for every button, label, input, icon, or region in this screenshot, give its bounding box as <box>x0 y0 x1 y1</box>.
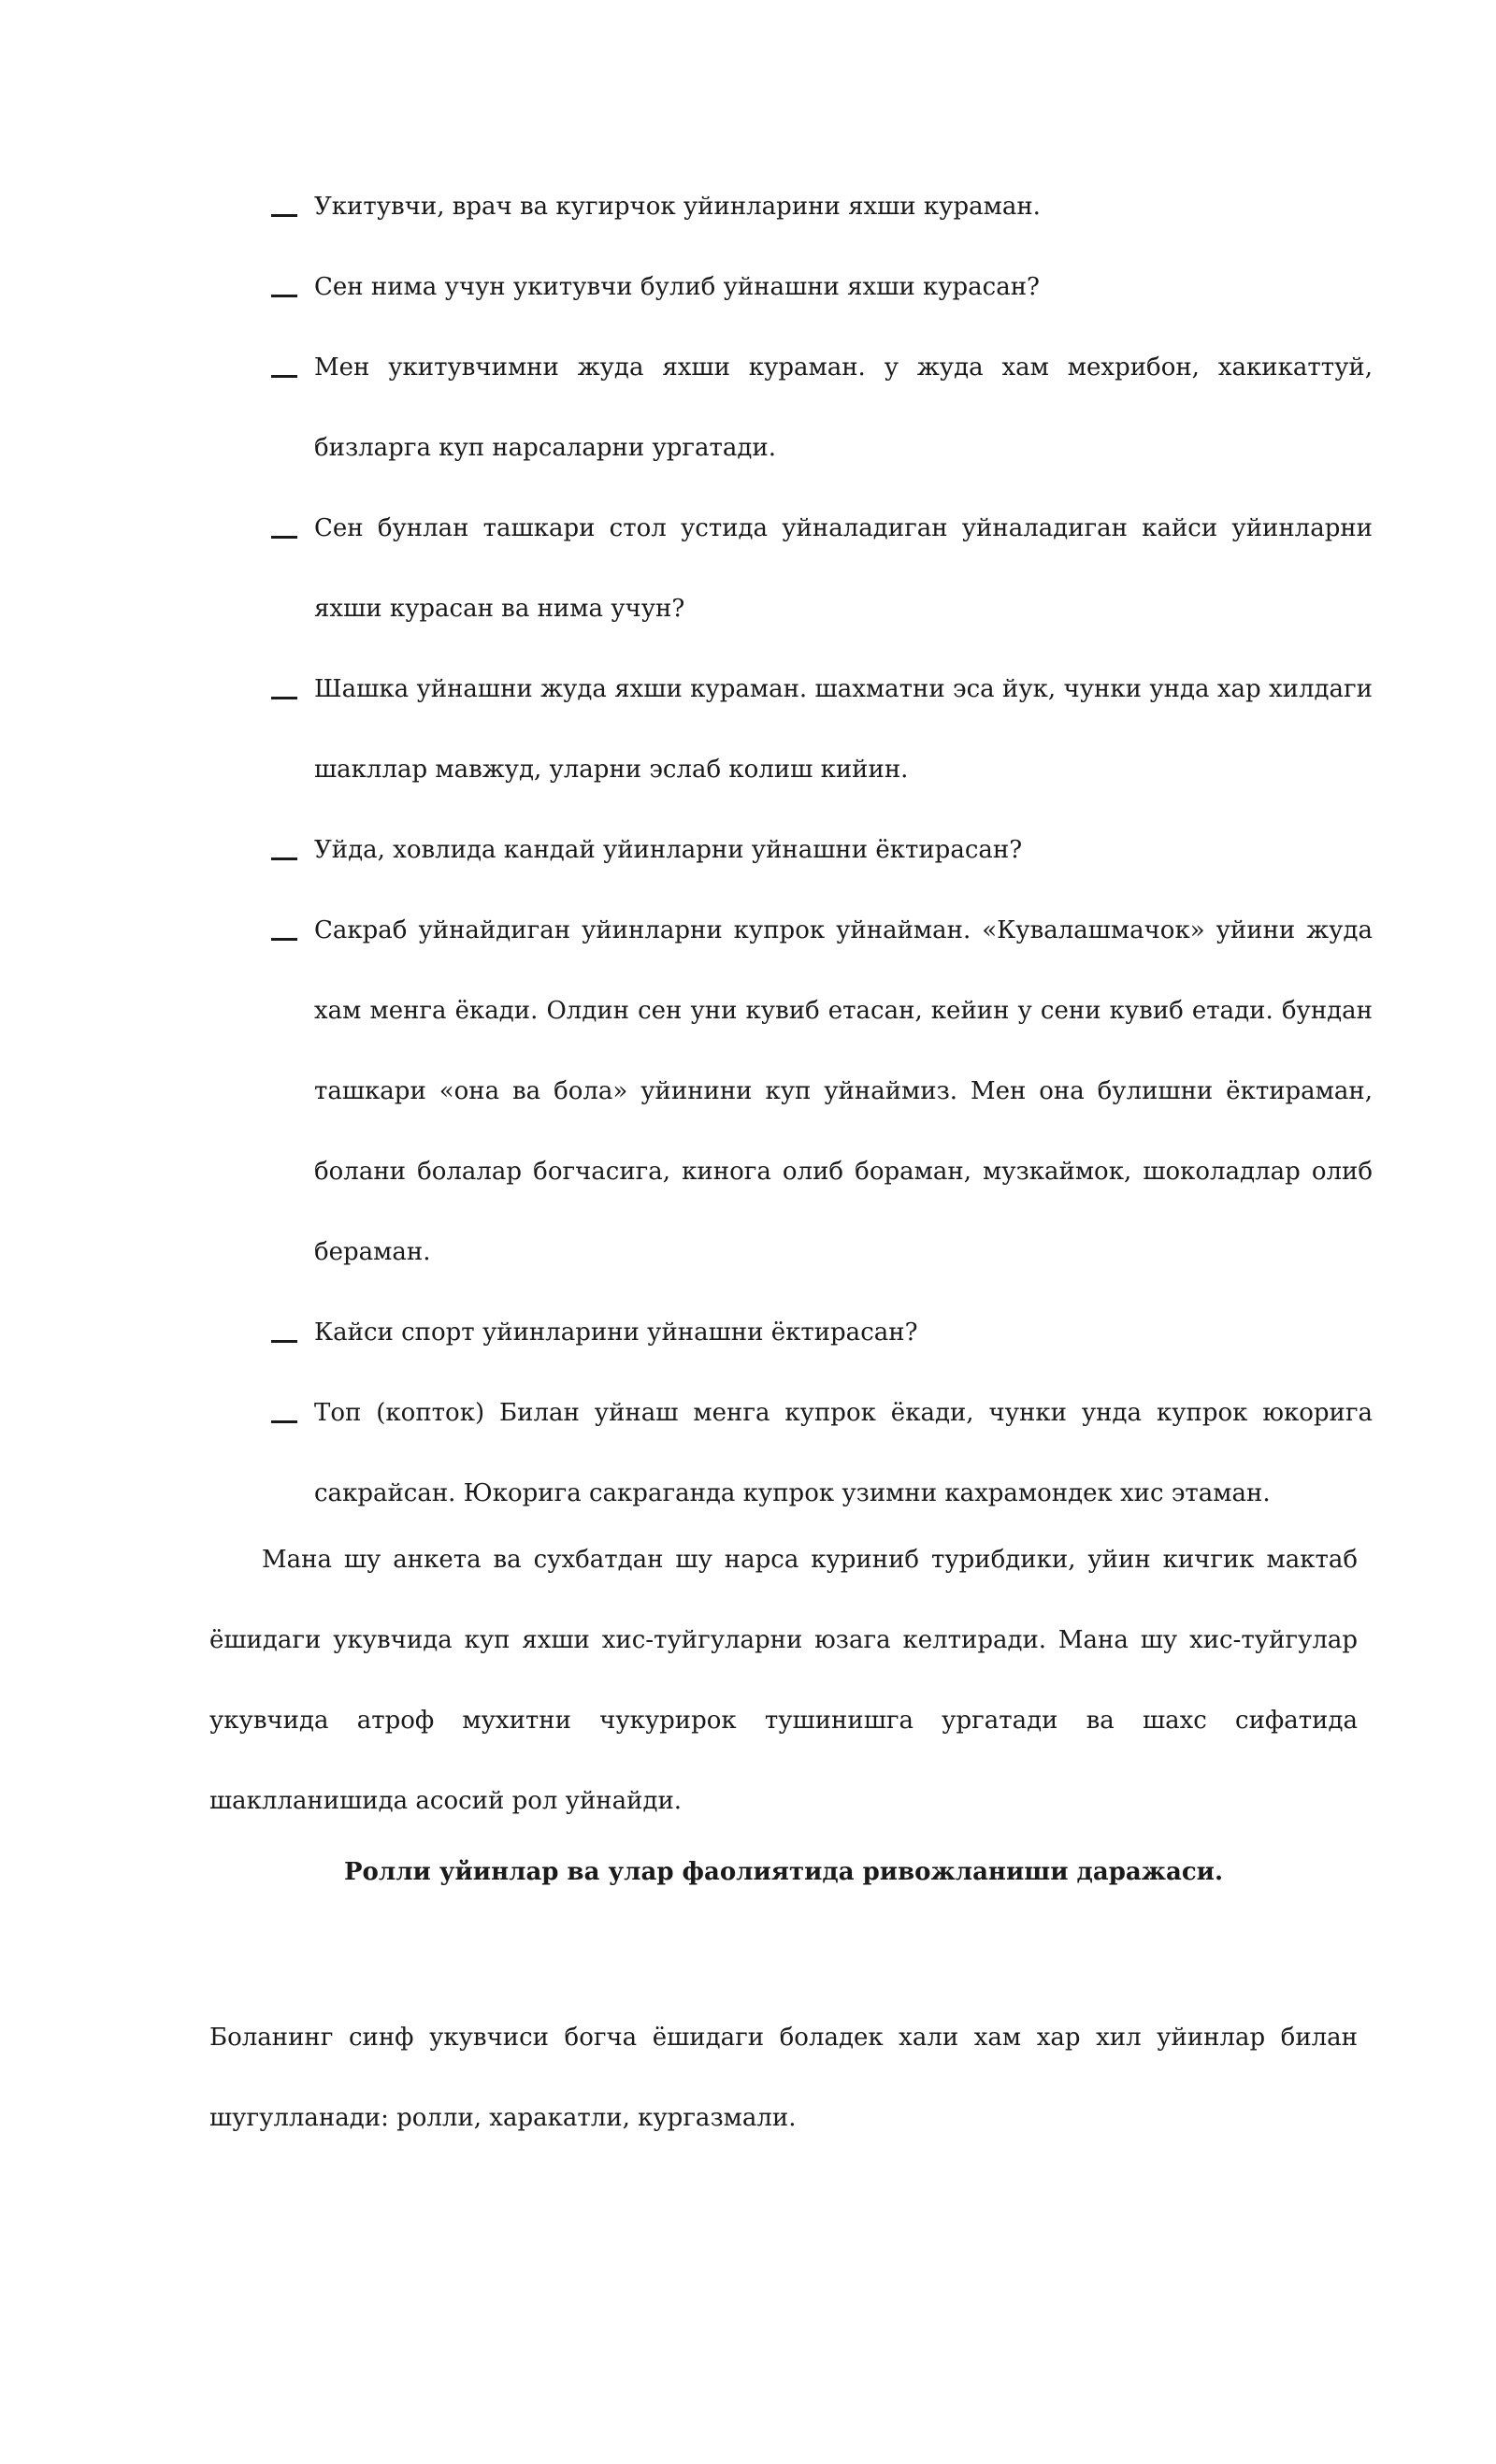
dialogue-line <box>0 327 1496 488</box>
dialogue-line <box>0 166 1496 247</box>
dialogue-line <box>0 810 1496 890</box>
conclusion-paragraph: Мана шу анкета ва сухбатдан шу нарса куриниб турибдики, уйин кичгик мактаб ёшидаги укувчида куп яхши хис-туйгуларни юзага келтиради. Мана шу хис-туйгулар укувчида атроф мухитни чукурирок тушинишга ургатади ва шахс сифатида шаклланишида асосий рол уйнайди. <box>209 1546 1358 1815</box>
dash-marker <box>271 536 297 539</box>
section-heading: Ролли уйинлар ва улар фаолиятида ривожланиши даражаси. <box>343 1858 1223 1886</box>
dialogue-line <box>0 649 1496 810</box>
dash-marker <box>271 697 297 699</box>
dash-marker <box>271 938 297 941</box>
dialogue-text: Сакраб уйнайдиган уйинларни купрок уйнайман. «Кувалашмачок» уйини жуда хам менга ёкади. Олдин сен уни кувиб етасан, кейин у сени кувиб етади. бундан ташкари «она ва бола» уйинини куп уйнаймиз. Мен она булишни ёктираман, болани болалар богчасига, кинога олиб бораман, музкаймок, шоколадлар олиб бераман. <box>314 916 1373 1266</box>
dialogue-list <box>0 166 1496 1534</box>
dash-marker <box>271 857 297 860</box>
dash-marker <box>271 214 297 217</box>
dialogue-line <box>0 247 1496 327</box>
dialogue-line <box>0 488 1496 649</box>
dash-marker <box>271 1340 297 1343</box>
dash-marker <box>271 375 297 378</box>
dialogue-text: Топ (копток) Билан уйнаш менга купрок ёкади, чунки унда купрок юкорига сакрайсан. Юкорига сакраганда купрок узимни кахрамондек хис этаман. <box>314 1399 1373 1507</box>
dialogue-text: Сен нима учун укитувчи булиб уйнашни яхши курасан? <box>314 273 1041 301</box>
dialogue-text: Шашка уйнашни жуда яхши кураман. шахматни эса йук, чунки унда хар хилдаги шакллар мавжуд, уларни эслаб колиш кийин. <box>314 675 1373 784</box>
dialogue-line <box>0 1292 1496 1373</box>
dash-marker <box>271 295 297 297</box>
dash-marker <box>271 1420 297 1423</box>
dialogue-text: Уйда, ховлида кандай уйинларни уйнашни ёктирасан? <box>314 836 1023 864</box>
dialogue-line <box>0 1373 1496 1534</box>
dialogue-text: Сен бунлан ташкари стол устида уйналадиган уйналадиган кайси уйинларни яхши курасан ва нима учун? <box>314 514 1373 623</box>
dialogue-text: Мен укитувчимни жуда яхши кураман. у жуда хам мехрибон, хакикаттуй, бизларга куп нарсаларни ургатади. <box>314 353 1373 462</box>
dialogue-text: Кайси спорт уйинларини уйнашни ёктирасан? <box>314 1318 918 1347</box>
section-paragraph: Боланинг синф укувчиси богча ёшидаги боладек хали хам хар хил уйинлар билан шугулланади: ролли, харакатли, кургазмали. <box>209 2024 1358 2132</box>
dialogue-text: Укитувчи, врач ва кугирчок уйинларини яхши кураман. <box>314 193 1041 221</box>
dialogue-line <box>0 890 1496 1292</box>
